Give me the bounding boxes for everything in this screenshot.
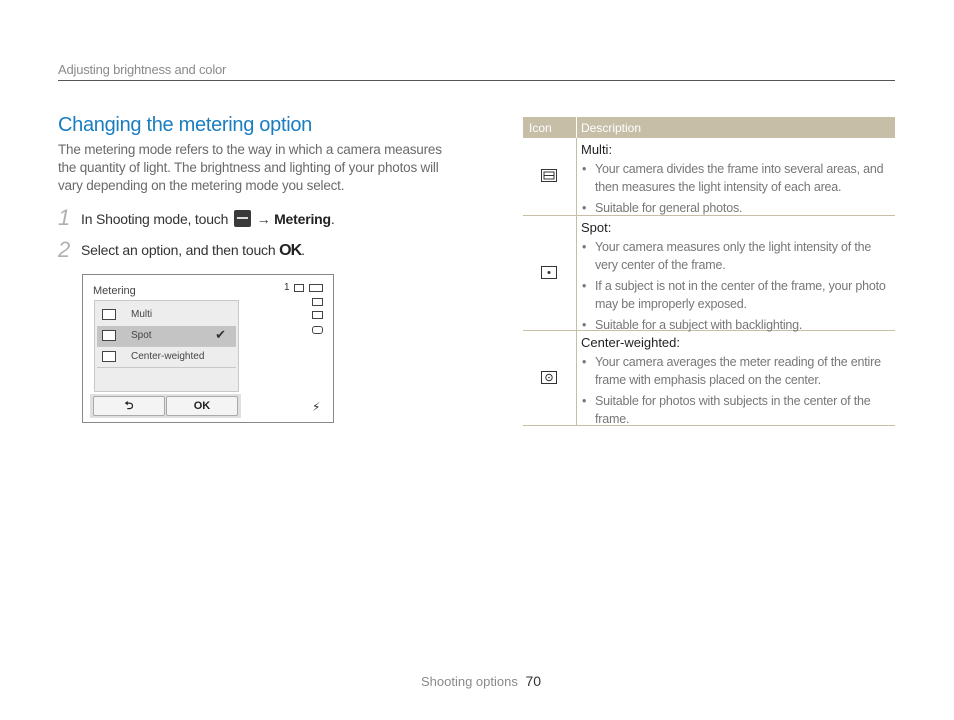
intro-paragraph: The metering mode refers to the way in which a camera measures the quantity of light. The brightness and lighting of your photos will vary depending on the metering mode you select. (58, 142, 442, 193)
spot-status-icon (312, 311, 323, 319)
list-item: • Suitable for general photos. (581, 199, 891, 217)
ok-button[interactable]: OK (166, 396, 238, 416)
bullet-list (581, 238, 891, 334)
screen-button-bar (90, 394, 241, 418)
stabilizer-icon (312, 326, 323, 334)
page-footer (421, 673, 541, 689)
step-number: 1 (58, 205, 71, 230)
metering-options-panel (94, 300, 239, 392)
metering-status-icon (312, 298, 323, 306)
list-item: • Your camera measures only the light intensity of the very center of the frame. (581, 238, 891, 274)
back-arrow-icon: ⮌ (124, 400, 134, 412)
option-multi[interactable]: Multi (97, 305, 236, 325)
page-title: Changing the metering option (58, 114, 313, 136)
option-title: Spot (581, 220, 608, 235)
icon-cell (523, 216, 577, 330)
step-text: In Shooting mode, touch → Metering. (81, 211, 335, 227)
footer-section: Shooting options (421, 674, 518, 689)
icon-cell (523, 331, 577, 425)
icon-column-header: Icon (529, 121, 552, 135)
camera-screen-illustration (82, 274, 334, 423)
shot-count: 1 (284, 282, 290, 293)
bullet-list (581, 353, 891, 428)
divider (97, 367, 236, 368)
spot-metering-icon (541, 266, 557, 279)
list-item: • Your camera averages the meter reading of the entire frame with emphasis placed on the center. (581, 353, 891, 389)
table-row (523, 216, 895, 331)
description-cell: Multi: • Your camera divides the frame into several areas, and then measures the light intensity of each area. • Suitable for general photos. (581, 138, 895, 224)
description-cell: Spot: • Your camera measures only the light intensity of the very center of the frame. • If a subject is not in the center of the frame, your photo may be improperly exposed. • Suitable for a subject with backlighting. (581, 216, 895, 341)
option-title: Center-weighted (581, 335, 677, 350)
list-item: • Suitable for photos with subjects in the center of the frame. (581, 392, 891, 428)
battery-icon (309, 284, 323, 292)
divider (576, 117, 577, 138)
center-weighted-metering-icon (541, 371, 557, 384)
step-number: 2 (58, 237, 71, 262)
icon-cell (523, 138, 577, 215)
option-title: Multi (581, 142, 609, 157)
multi-metering-icon (541, 169, 557, 182)
flash-icon: ⚡ (312, 400, 321, 414)
page-number: 70 (525, 673, 542, 689)
description-column-header: Description (581, 121, 642, 135)
metering-options-table (523, 117, 895, 426)
memory-card-icon (294, 284, 304, 292)
list-item: • If a subject is not in the center of the frame, your photo may be improperly exposed. (581, 277, 891, 313)
step-text: Select an option, and then touch OK. (81, 242, 305, 259)
back-button[interactable] (93, 396, 165, 416)
metering-menu-title: Metering (93, 285, 136, 297)
ok-icon: OK (279, 242, 302, 259)
checkmark-icon: ✔ (215, 327, 226, 342)
description-cell: Center-weighted: • Your camera averages the meter reading of the entire frame with emphasis placed on the center. • Suitable for photos with subjects in the center of the frame. (581, 331, 895, 435)
option-spot[interactable]: Spot ✔ (97, 326, 236, 346)
running-header: Adjusting brightness and color (58, 62, 227, 77)
spot-metering-icon (102, 330, 116, 341)
center-weighted-metering-icon (102, 351, 116, 362)
list-item: • Suitable for a subject with backlighting. (581, 316, 891, 334)
list-item: • Your camera divides the frame into several areas, and then measures the light intensity of each area. (581, 160, 891, 196)
table-row (523, 331, 895, 426)
metering-menu-label: Metering (274, 211, 331, 227)
table-header (523, 117, 895, 138)
bullet-list (581, 160, 891, 217)
table-row (523, 138, 895, 216)
menu-icon (234, 210, 251, 227)
header-divider (58, 80, 895, 81)
option-center-weighted[interactable]: Center-weighted (97, 347, 236, 367)
multi-metering-icon (102, 309, 116, 320)
